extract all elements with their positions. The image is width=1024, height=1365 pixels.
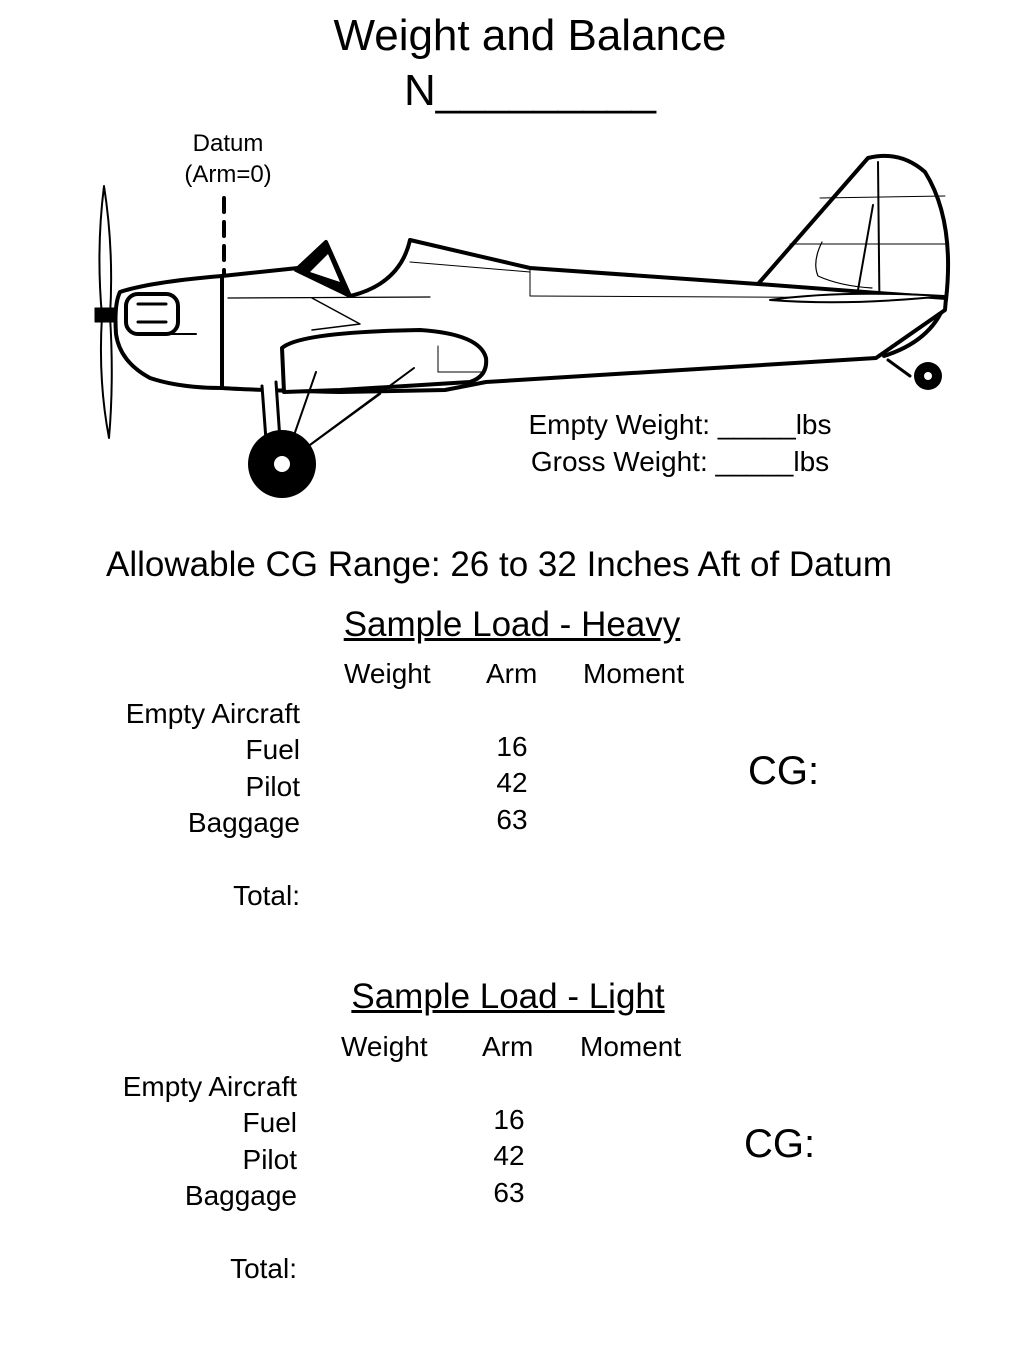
row-label-pilot: Pilot — [242, 1144, 297, 1175]
arm-value-baggage: 63 — [496, 804, 528, 835]
empty-weight-field: Empty Weight: _____lbs — [528, 409, 832, 440]
column-weight: Weight — [341, 1031, 428, 1062]
cg-label-light: CG: — [744, 1122, 816, 1166]
row-label-empty-aircraft: Empty Aircraft — [125, 698, 300, 729]
column-moment: Moment — [580, 1031, 682, 1062]
row-label-baggage: Baggage — [187, 807, 300, 838]
row-label-pilot: Pilot — [245, 771, 300, 802]
section-title-heavy: Sample Load - Heavy — [343, 605, 681, 644]
arm-value-pilot: 42 — [496, 767, 528, 798]
gross-weight-field: Gross Weight: _____lbs — [530, 446, 830, 477]
cg-label-heavy: CG: — [748, 749, 820, 793]
column-moment: Moment — [583, 658, 685, 689]
page-title: Weight and Balance — [333, 11, 727, 60]
column-weight: Weight — [344, 658, 431, 689]
arm-value-pilot: 42 — [493, 1140, 525, 1171]
column-arm: Arm — [482, 1031, 534, 1062]
row-label-total: Total: — [233, 880, 300, 911]
arm-value-baggage: 63 — [493, 1177, 525, 1208]
column-arm: Arm — [486, 658, 538, 689]
row-label-fuel: Fuel — [242, 1107, 297, 1138]
row-label-baggage: Baggage — [184, 1180, 297, 1211]
section-title-light: Sample Load - Light — [351, 977, 665, 1016]
cg-range: Allowable CG Range: 26 to 32 Inches Aft of Datum — [106, 545, 892, 584]
datum-label: Datum — [192, 130, 264, 157]
row-label-total: Total: — [230, 1253, 297, 1284]
arm-value-fuel: 16 — [496, 731, 528, 762]
arm-value-fuel: 16 — [493, 1104, 525, 1135]
row-label-empty-aircraft: Empty Aircraft — [122, 1071, 297, 1102]
registration-number: N_________ — [403, 66, 656, 115]
row-label-fuel: Fuel — [245, 734, 300, 765]
datum-arm-label: (Arm=0) — [184, 161, 272, 188]
